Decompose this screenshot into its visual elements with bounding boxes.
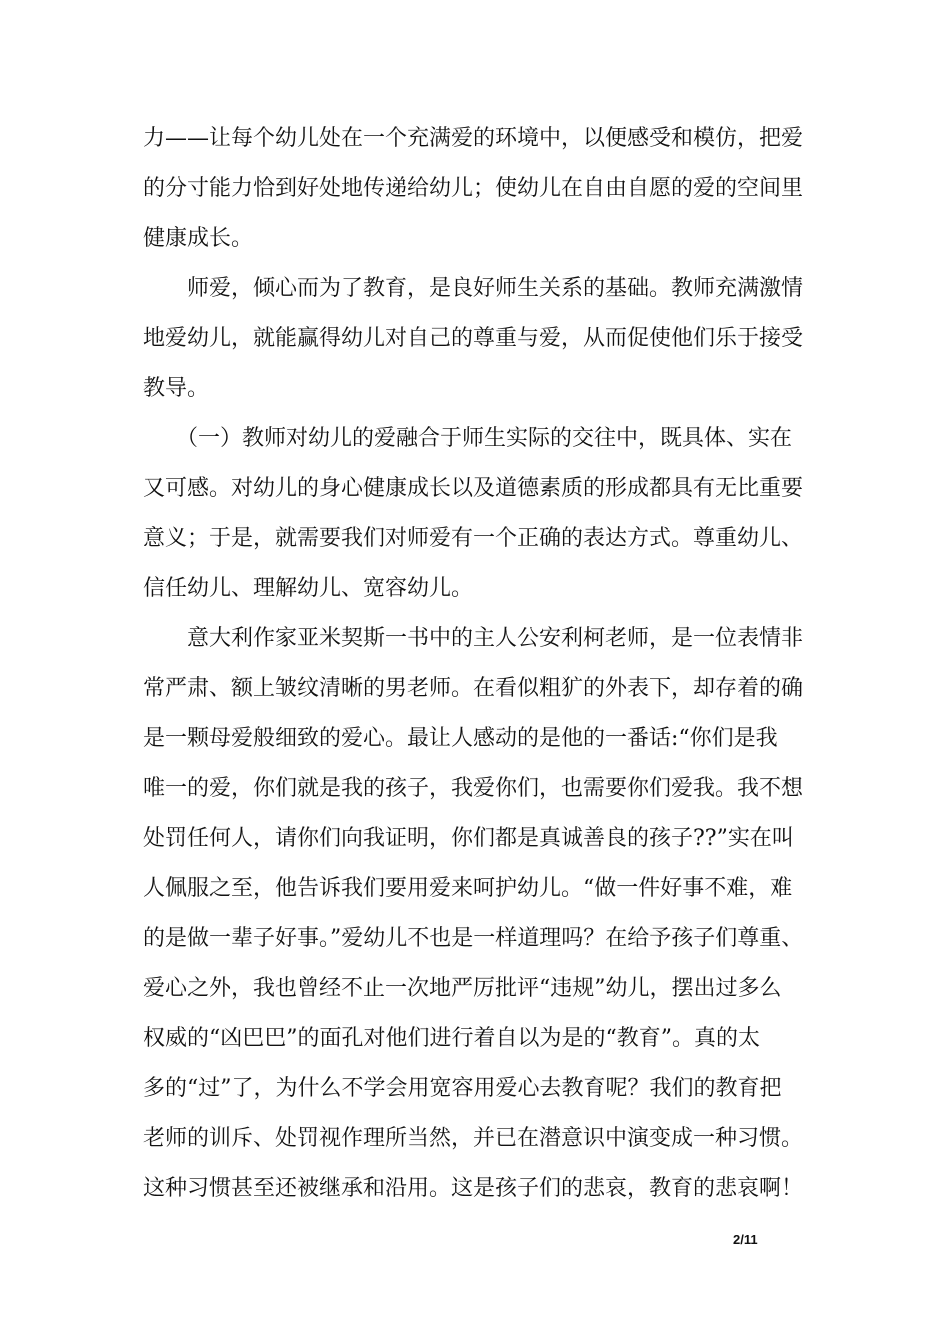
- text-line: 是一颗母爱般细致的爱心。最让人感动的是他的一番话:“你们是我: [143, 726, 778, 751]
- text-line: 权威的“凶巴巴”的面孔对他们进行着自以为是的“教育”。真的太: [143, 1026, 760, 1051]
- text-line: （一）教师对幼儿的爱融合于师生实际的交往中，既具体、实在: [143, 426, 793, 451]
- text-line: 唯一的爱，你们就是我的孩子，我爱你们，也需要你们爱我。我不想: [143, 776, 804, 801]
- text-line: 健康成长。: [143, 226, 254, 251]
- text-line: 的是做一辈子好事。”爱幼儿不也是一样道理吗？在给予孩子们尊重、: [143, 926, 804, 951]
- text-line: 地爱幼儿，就能赢得幼儿对自己的尊重与爱，从而促使他们乐于接受: [143, 326, 804, 351]
- text-line: 这种习惯甚至还被继承和沿用。这是孩子们的悲哀，教育的悲哀啊！: [143, 1176, 804, 1201]
- text-line: 爱心之外，我也曾经不止一次地严厉批评“违规”幼儿，摆出过多么: [143, 976, 782, 1001]
- text-line: 人佩服之至，他告诉我们要用爱来呵护幼儿。“做一件好事不难，难: [143, 876, 793, 901]
- text-line: 多的“过”了，为什么不学会用宽容用爱心去教育呢？我们的教育把: [143, 1076, 782, 1101]
- text-line: 力——让每个幼儿处在一个充满爱的环境中，以便感受和模仿，把爱: [143, 126, 804, 151]
- text-line: 老师的训斥、处罚视作理所当然，并已在潜意识中演变成一种习惯。: [143, 1126, 804, 1151]
- text-line: 意大利作家亚米契斯一书中的主人公安利柯老师，是一位表情非: [143, 626, 804, 651]
- page-number: 2/11: [733, 1232, 758, 1247]
- text-line: 又可感。对幼儿的身心健康成长以及道德素质的形成都具有无比重要: [143, 476, 804, 501]
- body-text: [143, 114, 823, 1214]
- text-line: 意义；于是，就需要我们对师爱有一个正确的表达方式。尊重幼儿、: [143, 526, 804, 551]
- text-line: 教导。: [143, 376, 210, 401]
- text-line: 师爱，倾心而为了教育，是良好师生关系的基础。教师充满激情: [143, 276, 804, 301]
- text-line: 处罚任何人，请你们向我证明，你们都是真诚善良的孩子??”实在叫: [143, 826, 794, 851]
- text-line: 常严肃、额上皱纹清晰的男老师。在看似粗犷的外表下，却存着的确: [143, 676, 804, 701]
- text-line: 的分寸能力恰到好处地传递给幼儿；使幼儿在自由自愿的爱的空间里: [143, 176, 804, 201]
- text-line: 信任幼儿、理解幼儿、宽容幼儿。: [143, 576, 474, 601]
